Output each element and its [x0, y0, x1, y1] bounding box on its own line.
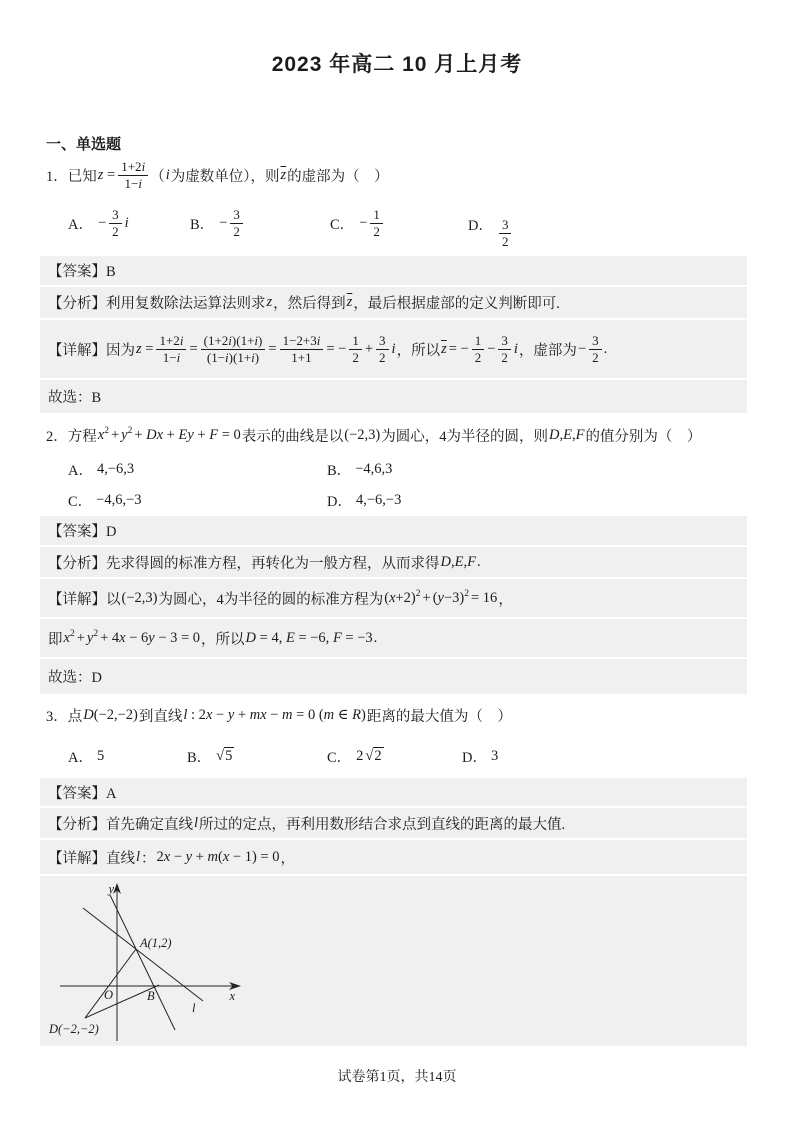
question-3-analysis-row [40, 808, 747, 838]
analysis-text: 【分析】先求得圆的标准方程，再转化为一般方程，从而求得 D,E,F . [48, 553, 481, 572]
option-value: 4,−6,−3 [355, 491, 402, 508]
detail-text: 【详解】直线 l ： 2x − y + m(x − 1) = 0 ， [48, 848, 295, 867]
option-value: −4,6,3 [355, 460, 393, 477]
option-label: B． [187, 749, 212, 766]
option-value: − $\frac{3}{2}$ [218, 207, 245, 239]
question-2-detail-row [40, 579, 747, 617]
option-label: A． [68, 216, 93, 233]
choose-text: 故选：D [48, 670, 102, 686]
question-3-option-b [187, 744, 235, 768]
option-label: C． [68, 493, 93, 510]
point-a-label: A(1,2) [140, 936, 172, 950]
option-label: C． [327, 749, 352, 766]
option-label: D． [462, 749, 487, 766]
question-2-option-d [327, 489, 401, 511]
detail-text: 即 $x^2$ + $y^2$ + 4x − 6y − 3 = 0 ，所以 D = 4, E = −6, F = −3 . [48, 628, 378, 648]
question-1-analysis-row [40, 287, 747, 318]
question-2-option-c [68, 489, 142, 511]
question-2-analysis-row [40, 547, 747, 577]
detail-text: 【详解】以 (−2,3) 为圆心，4为半径的圆的标准方程为 $(x+2)^2$ + $(y-3)^2$ = 16 ， [48, 588, 513, 608]
line-figure [47, 883, 247, 1043]
x-axis-label: x [229, 989, 235, 1003]
question-2-option-b [327, 458, 392, 480]
analysis-text: 【分析】利用复数除法运算法则求 z ，然后得到 $\overline{z}$ ，最后根据虚部的定义判断即可. [48, 294, 560, 312]
option-value: − $\frac{1}{2}$ [358, 207, 385, 239]
question-3-option-d [462, 744, 498, 768]
question-1-option-a [68, 198, 130, 248]
question-2-stem: 2．方程 $x^2$ + $y^2$ + Dx + Ey + F = 0 表示的曲线是以 (−2,3) 为圆心，4为半径的圆，则 D,E,F 的值分别为（ ） [46, 425, 702, 445]
option-value: 3 [490, 747, 499, 764]
question-2-answer-row [40, 516, 747, 545]
line-ab-steep [110, 895, 175, 1030]
origin-label: O [103, 988, 113, 1002]
option-label: D． [327, 493, 352, 510]
option-value: − $\frac{3}{2}$ i [97, 207, 129, 239]
question-2-option-a [68, 458, 134, 480]
option-value: √5 [216, 747, 233, 764]
question-1-answer-row [40, 256, 747, 285]
option-value: 2 √2 [356, 747, 382, 764]
question-3-option-a [68, 744, 104, 768]
choose-text: 故选：B [48, 390, 102, 406]
option-value: −4,6,−3 [96, 491, 142, 508]
question-2-choose-row [40, 659, 747, 694]
section-heading: 一、单选题 [46, 136, 122, 153]
question-3-stem: 3．点 D(−2,−2) 到直线 l : 2x − y + mx − m = 0 (m ∈ R) 距离的最大值为（ ） [46, 706, 512, 725]
option-value: 4,−6,3 [96, 460, 135, 477]
line-l-label: l [192, 1001, 196, 1015]
analysis-text: 【分析】首先确定直线 l 所过的定点，再利用数形结合求点到直线的距离的最大值. [48, 814, 566, 833]
question-2-detail-row-2 [40, 619, 747, 657]
question-3-option-c [327, 744, 385, 768]
answer-text: 【答案】D [48, 524, 117, 540]
detail-text: 【详解】因为 z = $\frac{1+2i}{1-i}$ = $\frac{(1+2i)(1+i)}{(1-i)(1+i)}$ = $\frac{1-2+3i}{1+1}$ = − $\frac{1}{2}$ + $\frac{3}{2}$ i ，所以 $\overline{z}$ = − $\frac{1}{2}$ − $\frac{3}{2}$ i ，虚部为 − $\frac{3}{2}$ . [48, 333, 608, 365]
point-d-label: D(−2,−2) [49, 1022, 99, 1036]
segment-d-to-a [85, 949, 136, 1018]
option-label: B． [327, 462, 352, 479]
question-1-stem: 1．已知 z = $\frac{1+2i}{1-i}$ （ i 为虚数单位），则 $\overline{z}$ 的虚部为（ ） [46, 159, 389, 191]
option-value: 5 [96, 747, 105, 764]
answer-text: 【答案】A [48, 785, 117, 802]
question-1-option-b [190, 198, 245, 248]
question-1-option-d [468, 208, 513, 258]
option-label: B． [190, 216, 215, 233]
option-label: A． [68, 462, 93, 479]
question-3-figure-row [40, 876, 747, 1046]
question-1-option-c [330, 198, 385, 248]
line-l [83, 908, 203, 1001]
question-1-detail-row [40, 320, 747, 378]
question-1-choose-row [40, 380, 747, 413]
answer-text: 【答案】B [48, 264, 116, 280]
page-number: 试卷第1页，共14页 [337, 1070, 457, 1085]
question-3-detail-row [40, 840, 747, 874]
page-title: 2023 年高二 10 月上月考 [271, 53, 523, 76]
point-b-label: B [147, 989, 155, 1003]
option-label: C． [330, 216, 355, 233]
option-label: A． [68, 749, 93, 766]
question-3-answer-row [40, 778, 747, 806]
y-axis-label: y [108, 883, 114, 896]
option-label: D． [468, 218, 493, 234]
option-value: 3 2 [497, 217, 514, 249]
